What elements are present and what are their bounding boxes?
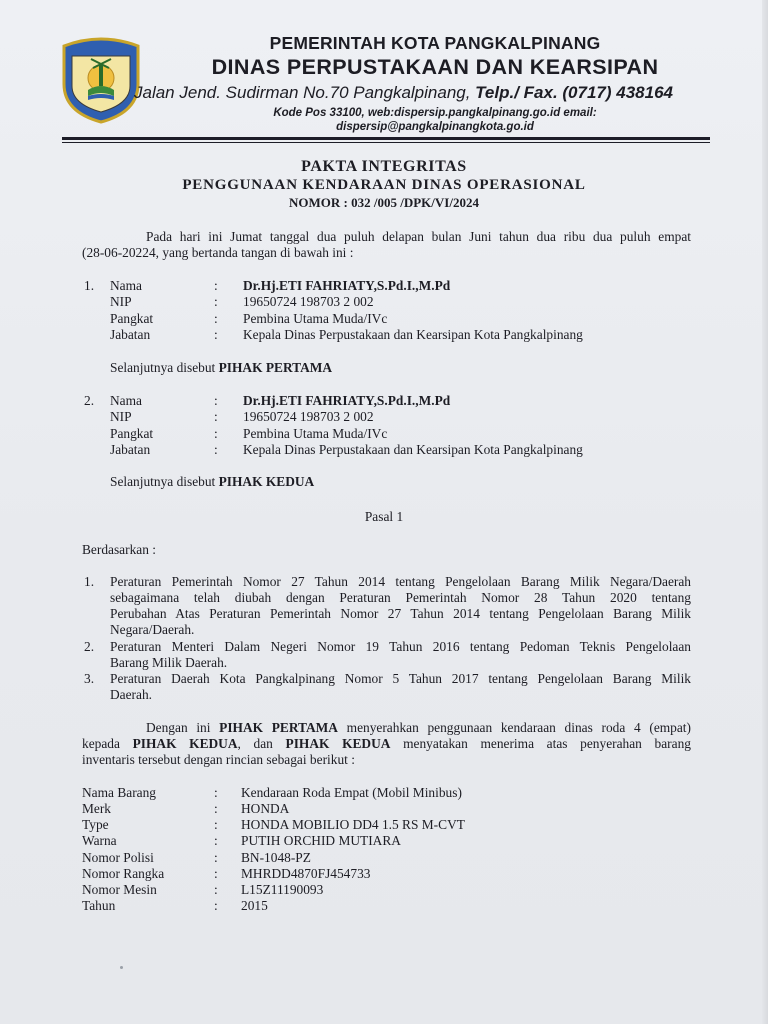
field-value: 2015 (241, 898, 268, 913)
field-label: Pangkat (110, 426, 154, 441)
field-colon: : (214, 866, 218, 881)
field-label: Nama Barang (82, 785, 156, 800)
basis-number: 3. (84, 671, 95, 686)
party-name: PIHAK KEDUA (285, 736, 391, 751)
field-value: PUTIH ORCHID MUTIARA (241, 833, 401, 848)
field-value: HONDA MOBILIO DD4 1.5 RS M-CVT (241, 817, 465, 832)
basis-line: Peraturan Daerah Kota Pangkalpinang Nomor 5 Tahun 2017 tentang Pengelolaan Barang Milik (110, 671, 691, 686)
handover-line-3: inventaris tersebut dengan rincian sebagai berikut : (82, 752, 355, 767)
field-colon: : (214, 327, 218, 342)
basis-number: 2. (84, 639, 95, 654)
field-label: Type (82, 817, 109, 832)
field-label: Jabatan (110, 442, 151, 457)
field-value: BN-1048-PZ (241, 850, 311, 865)
field-colon: : (214, 409, 218, 424)
referred-prefix: Selanjutnya disebut (110, 474, 219, 489)
text-run: kepada (82, 736, 133, 751)
field-colon: : (214, 801, 218, 816)
basis-line: Perubahan Atas Peraturan Pemerintah Nomor 27 Tahun 2014 tentang Pengelolaan Barang Milik (110, 606, 691, 621)
field-value: Pembina Utama Muda/IVc (243, 311, 388, 326)
party2-number: 2. (84, 393, 95, 408)
field-colon: : (214, 817, 218, 832)
basis-line: Barang Milik Daerah. (110, 655, 228, 670)
opening-line-1: Pada hari ini Jumat tanggal dua puluh delapan bulan Juni tahun dua ribu dua puluh empat (146, 229, 691, 244)
letterhead-address (134, 83, 734, 103)
field-colon: : (214, 882, 218, 897)
field-colon: : (214, 850, 218, 865)
field-label: Merk (82, 801, 112, 816)
referred-name: PIHAK PERTAMA (218, 360, 333, 375)
field-label: Nama (110, 393, 142, 408)
text-run: menyerahkan penggunaan kendaraan dinas roda 4 (empat) (337, 720, 691, 735)
letterhead-government: PEMERINTAH KOTA PANGKALPINANG (269, 33, 601, 53)
basis-line: sebagaimana telah diubah dengan Peraturan Pemerintah Nomor 28 Tahun 2020 tentang (110, 590, 691, 605)
text-run: menyatakan menerima atas penyerahan barang (390, 736, 691, 751)
field-value: HONDA (241, 801, 290, 816)
field-value: Kepala Dinas Perpustakaan dan Kearsipan Kota Pangkalpinang (243, 327, 583, 342)
opening-line-2: (28-06-20224, yang bertanda tangan di bawah ini : (82, 245, 354, 260)
field-label: Tahun (82, 898, 116, 913)
letterhead-agency: DINAS PERPUSTAKAAN DAN KEARSIPAN (211, 55, 659, 79)
letterhead-rule-thin (62, 142, 710, 143)
field-label: Nomor Polisi (82, 850, 154, 865)
text-run: , dan (237, 736, 286, 751)
basis-line: Peraturan Menteri Dalam Negeri Nomor 19 Tahun 2016 tentang Pedoman Teknis Pengelolaan (110, 639, 691, 654)
field-label: Nomor Mesin (82, 882, 157, 897)
field-colon: : (214, 898, 218, 913)
field-label: NIP (110, 409, 132, 424)
field-colon: : (214, 311, 218, 326)
basis-line: Daerah. (110, 687, 153, 702)
party1-number: 1. (84, 278, 95, 293)
field-label: Nomor Rangka (82, 866, 165, 881)
party-name: PIHAK PERTAMA (219, 720, 338, 735)
field-value: Dr.Hj.ETI FAHRIATY,S.Pd.I.,M.Pd (243, 393, 451, 408)
basis-line: Peraturan Pemerintah Nomor 27 Tahun 2014 tentang Pengelolaan Barang Milik Negara/Daerah (110, 574, 691, 589)
basis-number: 1. (84, 574, 95, 589)
doc-subtitle: PENGGUNAAN KENDARAAN DINAS OPERASIONAL (182, 177, 586, 193)
party-name: PIHAK KEDUA (132, 736, 238, 751)
basis-heading: Berdasarkan : (82, 542, 156, 557)
field-label: Warna (82, 833, 117, 848)
letterhead-email: dispersip@pangkalpinangkota.go.id (336, 121, 534, 133)
doc-title: PAKTA INTEGRITAS (301, 158, 467, 175)
basis-line: Negara/Daerah. (110, 622, 195, 637)
field-label: Nama (110, 278, 142, 293)
doc-number: NOMOR : 032 /005 /DPK/VI/2024 (289, 195, 479, 210)
field-colon: : (214, 442, 218, 457)
article-heading: Pasal 1 (364, 509, 404, 524)
field-value: Dr.Hj.ETI FAHRIATY,S.Pd.I.,M.Pd (243, 278, 451, 293)
field-value: 19650724 198703 2 002 (243, 294, 374, 309)
field-value: L15Z11190093 (241, 882, 324, 897)
party2-referred (110, 474, 314, 490)
field-colon: : (214, 393, 218, 408)
field-colon: : (214, 426, 218, 441)
field-value: Kepala Dinas Perpustakaan dan Kearsipan Kota Pangkalpinang (243, 442, 583, 457)
paper-speck (120, 966, 123, 969)
city-emblem-logo (58, 34, 144, 124)
phone-text: Telp./ Fax. (0717) 438164 (475, 83, 673, 102)
referred-name: PIHAK KEDUA (218, 474, 315, 489)
field-label: Pangkat (110, 311, 154, 326)
field-colon: : (214, 833, 218, 848)
field-value: Pembina Utama Muda/IVc (243, 426, 388, 441)
letterhead-rule-thick (62, 137, 710, 140)
handover-line-2 (82, 736, 691, 752)
handover-line-1 (146, 720, 691, 736)
text-run: Dengan ini (146, 720, 220, 735)
field-value: 19650724 198703 2 002 (243, 409, 374, 424)
address-text: Jalan Jend. Sudirman No.70 Pangkalpinang, (134, 83, 476, 102)
field-label: NIP (110, 294, 132, 309)
field-label: Jabatan (110, 327, 151, 342)
letterhead-postal-web: Kode Pos 33100, web:dispersip.pangkalpinang.go.id email: (273, 107, 597, 119)
field-value: Kendaraan Roda Empat (Mobil Minibus) (241, 785, 462, 800)
party1-referred (110, 360, 332, 376)
field-colon: : (214, 294, 218, 309)
field-colon: : (214, 785, 218, 800)
field-value: MHRDD4870FJ454733 (241, 866, 371, 881)
field-colon: : (214, 278, 218, 293)
referred-prefix: Selanjutnya disebut (110, 360, 219, 375)
